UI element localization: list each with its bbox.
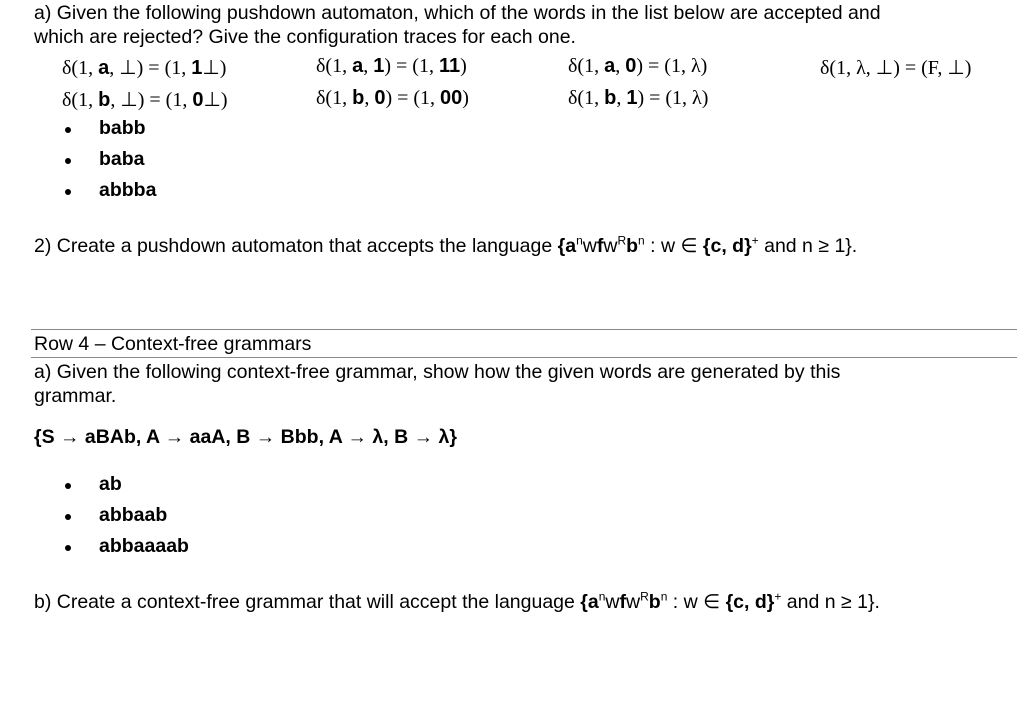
transition-6: δ(1, b, 0) = (1, 00) <box>316 87 469 109</box>
list-item: ab <box>99 473 122 495</box>
bullet-icon <box>65 514 71 520</box>
list-item: abbaaaab <box>99 535 189 557</box>
question-4a-line2: grammar. <box>34 385 117 407</box>
bullet-icon <box>65 545 71 551</box>
transition-5: δ(1, b, ⊥) = (1, 0⊥) <box>62 89 228 111</box>
list-item: baba <box>99 148 145 170</box>
list-item: abbba <box>99 179 157 201</box>
grammar-rules: {S → aBAb, A → aaA, B → Bbb, A → λ, B → λ} <box>34 426 457 448</box>
divider <box>31 329 1017 330</box>
bullet-icon <box>65 158 71 164</box>
transition-4: δ(1, λ, ⊥) = (F, ⊥) <box>820 57 972 79</box>
list-item: abbaab <box>99 504 168 526</box>
question-2: 2) Create a pushdown automaton that accepts the language {$a^nwfw^Rb^n$ : w ∈ {c, d}+ and n ≥ 1}. <box>34 233 858 257</box>
transition-1: δ(1, a, ⊥) = (1, 1⊥) <box>62 57 227 79</box>
question-a-line1: a) Given the following pushdown automaton, which of the words in the list below are accepted and <box>34 2 881 24</box>
question-4a-line1: a) Given the following context-free grammar, show how the given words are generated by this <box>34 361 841 383</box>
bullet-icon <box>65 483 71 489</box>
bullet-icon <box>65 127 71 133</box>
row4-header: Row 4 – Context-free grammars <box>34 333 312 355</box>
bullet-icon <box>65 189 71 195</box>
question-a-line2: which are rejected? Give the configuration traces for each one. <box>34 26 576 48</box>
transition-7: δ(1, b, 1) = (1, λ) <box>568 87 709 109</box>
transition-3: δ(1, a, 0) = (1, λ) <box>568 55 708 77</box>
divider <box>31 357 1017 358</box>
question-4b: b) Create a context-free grammar that will accept the language {$a^nwfw^Rb^n$ : w ∈ {c, d}+ and n ≥ 1}. <box>34 589 880 613</box>
transition-2: δ(1, a, 1) = (1, 11) <box>316 55 467 77</box>
list-item: babb <box>99 117 146 139</box>
